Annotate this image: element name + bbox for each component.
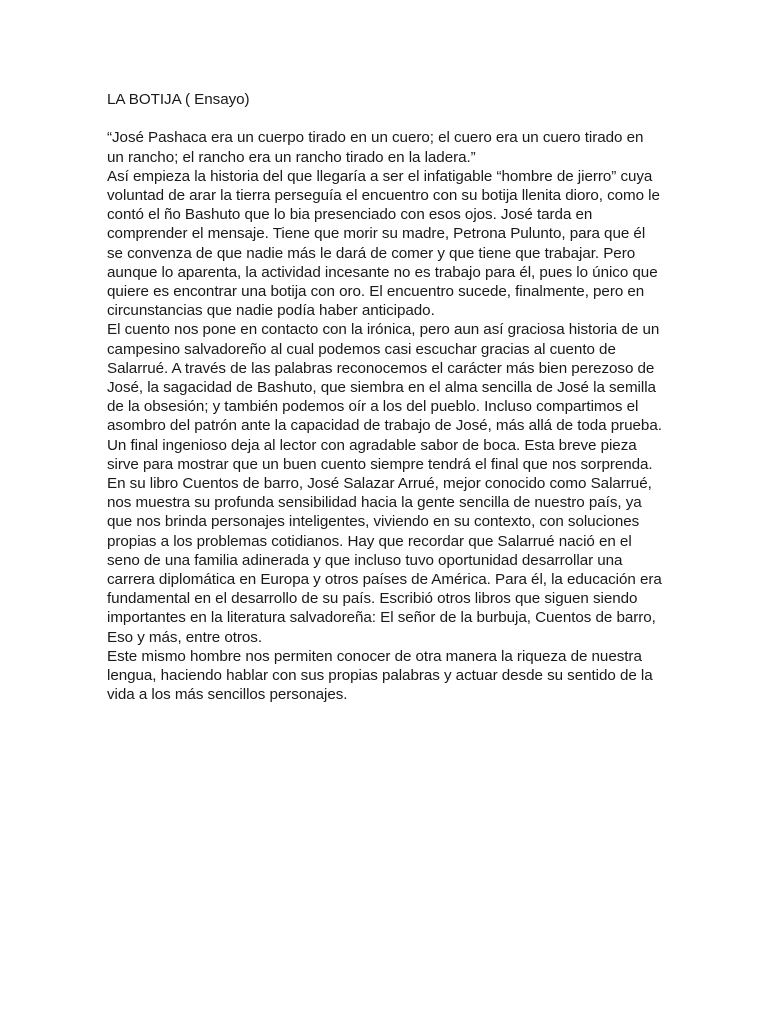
text-line: carrera diplomática en Europa y otros países de América. Para él, la educación era [107,571,662,589]
text-line: aunque lo aparenta, la actividad incesante no es trabajo para él, pues lo único que [107,263,658,281]
text-line: Un final ingenioso deja al lector con agradable sabor de boca. Esta breve pieza [107,436,637,454]
text-line: que nos brinda personajes inteligentes, viviendo en su contexto, con soluciones [107,513,640,531]
text-line: quiere es encontrar una botija con oro. El encuentro sucede, finalmente, pero en [107,283,645,301]
text-line: asombro del patrón ante la capacidad de trabajo de José, más allá de toda prueba. [107,417,662,435]
text-line: fundamental en el desarrollo de su país. Escribió otros libros que siguen siendo [107,590,638,608]
text-line: sirve para mostrar que un buen cuento siempre tendrá el final que nos sorprenda. [107,455,653,473]
text-line: José, la sagacidad de Bashuto, que siembra en el alma sencilla de José la semilla [107,379,656,397]
paragraph-analysis [107,320,667,474]
text-line: comprender el mensaje. Tiene que morir su madre, Petrona Pulunto, para que él [107,225,646,243]
text-line: se convenza de que nadie más le dará de comer y que tiene que trabajar. Pero [107,244,636,262]
text-line: vida a los más sencillos personajes. [107,686,348,704]
paragraph-story-summary [107,167,667,321]
paragraph-opening-quote [107,128,667,166]
paragraph-conclusion [107,647,667,705]
text-line: “José Pashaca era un cuerpo tirado en un cuero; el cuero era un cuero tirado en [107,129,644,147]
text-line: seno de una familia adinerada y que incluso tuvo oportunidad desarrollar una [107,551,623,569]
text-line: Este mismo hombre nos permiten conocer de otra manera la riqueza de nuestra [107,647,642,665]
text-line: circunstancias que nadie podía haber anticipado. [107,302,435,320]
document-body [107,90,667,704]
text-line: voluntad de arar la tierra perseguía el encuentro con su botija llenita dioro, como le [107,187,660,204]
text-line: El cuento nos pone en contacto con la irónica, pero aun así graciosa historia de un [107,321,660,339]
text-line: un rancho; el rancho era un rancho tirado en la ladera.” [107,148,476,166]
text-line: importantes en la literatura salvadoreña: El señor de la burbuja, Cuentos de barro, [107,609,656,627]
text-line: lengua, haciendo hablar con sus propias palabras y actuar desde su sentido de la [107,667,653,685]
text-line: contó el ño Bashuto que lo bia presenciado con esos ojos. José tarda en [107,206,593,224]
text-line: campesino salvadoreño al cual podemos casi escuchar gracias al cuento de [107,340,616,358]
text-line: nos muestra su profunda sensibilidad hacia la gente sencilla de nuestro país, ya [107,494,642,512]
blank-line [107,109,667,128]
text-line: propias a los problemas cotidianos. Hay que recordar que Salarrué nació en el [107,532,632,550]
paragraph-author [107,474,667,647]
text-line: Eso y más, entre otros. [107,628,263,646]
document-title: LA BOTIJA ( Ensayo) [107,91,250,108]
text-line: En su libro Cuentos de barro, José Salazar Arrué, mejor conocido como Salarrué, [107,475,652,493]
text-line: Así empieza la historia del que llegaría a ser el infatigable “hombre de jierro” cuya [107,167,653,185]
text-line: Salarrué. A través de las palabras reconocemos el carácter más bien perezoso de [107,359,655,377]
text-line: de la obsesión; y también podemos oír a los del pueblo. Incluso compartimos el [107,398,639,416]
